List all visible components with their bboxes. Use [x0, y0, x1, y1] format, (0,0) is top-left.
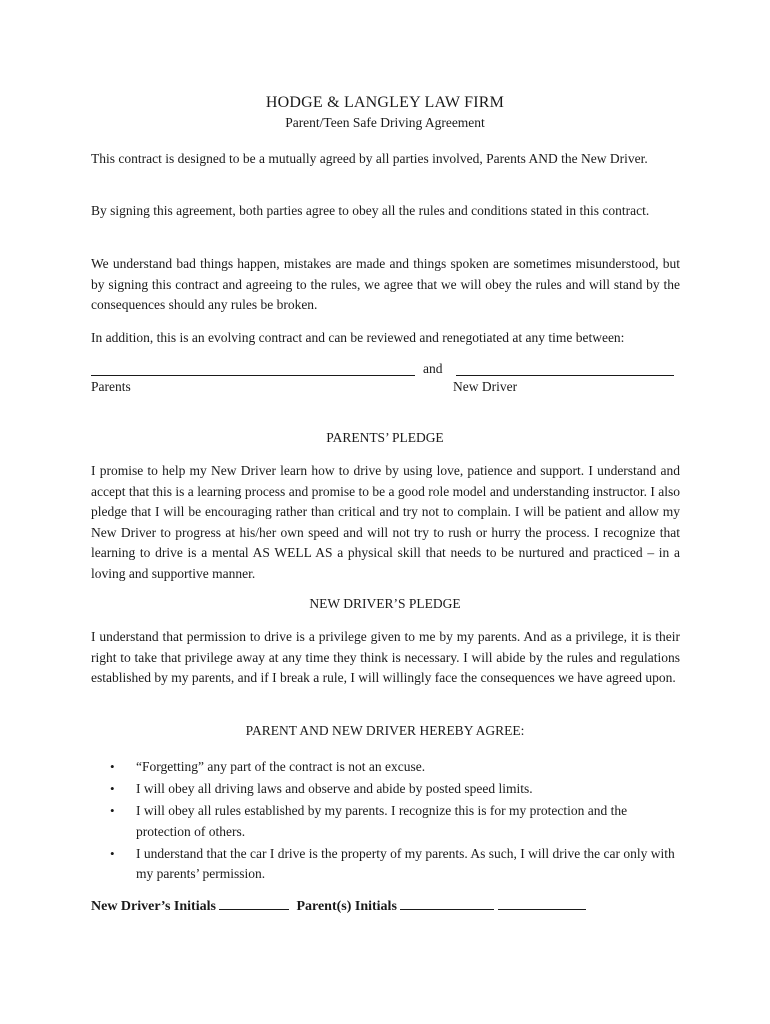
list-item-text: I will obey all driving laws and observe and abide by posted speed limits.	[136, 781, 533, 796]
driver-pledge-text: I understand that permission to drive is a privilege given to me by my parents. And as a privilege, it is their right to take that privilege away at any time they think is necessary. I will abide by the rules and regulations established by my parents, and if I break a rule, I will willingly face the consequences we have agreed upon.	[91, 629, 680, 685]
intro-paragraph: In addition, this is an evolving contract and can be reviewed and renegotiated at any time between:	[91, 330, 625, 345]
initials-row	[91, 897, 586, 915]
intro-paragraph: This contract is designed to be a mutually agreed by all parties involved, Parents AND the New Driver.	[91, 151, 648, 166]
driver-pledge-heading: NEW DRIVER’S PLEDGE	[309, 596, 461, 611]
bullet-icon: •	[110, 781, 115, 796]
agreement-heading: PARENT AND NEW DRIVER HEREBY AGREE:	[245, 723, 525, 738]
bullet-icon: •	[110, 759, 115, 774]
parent-initials-field-2[interactable]	[498, 897, 586, 910]
and-connector: and	[423, 361, 443, 376]
parents-pledge-heading: PARENTS’ PLEDGE	[326, 430, 444, 445]
new-driver-signature-line[interactable]	[456, 375, 674, 376]
list-item-text: “Forgetting” any part of the contract is not an excuse.	[136, 759, 426, 774]
parent-initials-field-1[interactable]	[400, 897, 494, 910]
bullet-icon: •	[110, 803, 115, 818]
parents-signature-label: Parents	[91, 379, 131, 394]
parent-initials-label: Parent(s) Initials	[296, 899, 397, 914]
driver-initials-label: New Driver’s Initials	[91, 899, 216, 914]
parents-signature-line[interactable]	[91, 375, 415, 376]
list-item	[110, 779, 680, 800]
document-subtitle: Parent/Teen Safe Driving Agreement	[285, 115, 485, 130]
list-item-text: I understand that the car I drive is the property of my parents. As such, I will drive the car only with my parents’ permission.	[136, 845, 675, 881]
parents-pledge-text: I promise to help my New Driver learn how to drive by using love, patience and support. I understand and accept that this is a learning process and promise to be a good role model and understanding instructor. I also pledge that I will be encouraging rather than critical and try not to complain. I will be patient and allow my New Driver to progress at his/her own speed and will not try to rush or hurry the process. I recognize that learning to drive is a mental AS WELL AS a physical skill that needs to be nurtured and practiced – in a loving and supportive manner.	[91, 463, 680, 581]
list-item-text: I will obey all rules established by my parents. I recognize this is for my protection and the protection of others.	[136, 803, 628, 839]
intro-paragraph: By signing this agreement, both parties agree to obey all the rules and conditions stated in this contract.	[91, 203, 650, 218]
intro-paragraph: We understand bad things happen, mistakes are made and things spoken are sometimes misunderstood, but by signing this contract and agreeing to the rules, we agree that we will obey the rules and will stand by the consequences should any rules be broken.	[91, 256, 680, 312]
bullet-icon: •	[110, 845, 115, 861]
list-item	[110, 757, 680, 778]
driver-initials-field[interactable]	[219, 897, 289, 910]
list-item	[110, 801, 680, 842]
agreement-list	[110, 757, 680, 886]
list-item	[110, 844, 680, 885]
new-driver-signature-label: New Driver	[453, 379, 518, 394]
document-title: HODGE & LANGLEY LAW FIRM	[265, 94, 505, 111]
